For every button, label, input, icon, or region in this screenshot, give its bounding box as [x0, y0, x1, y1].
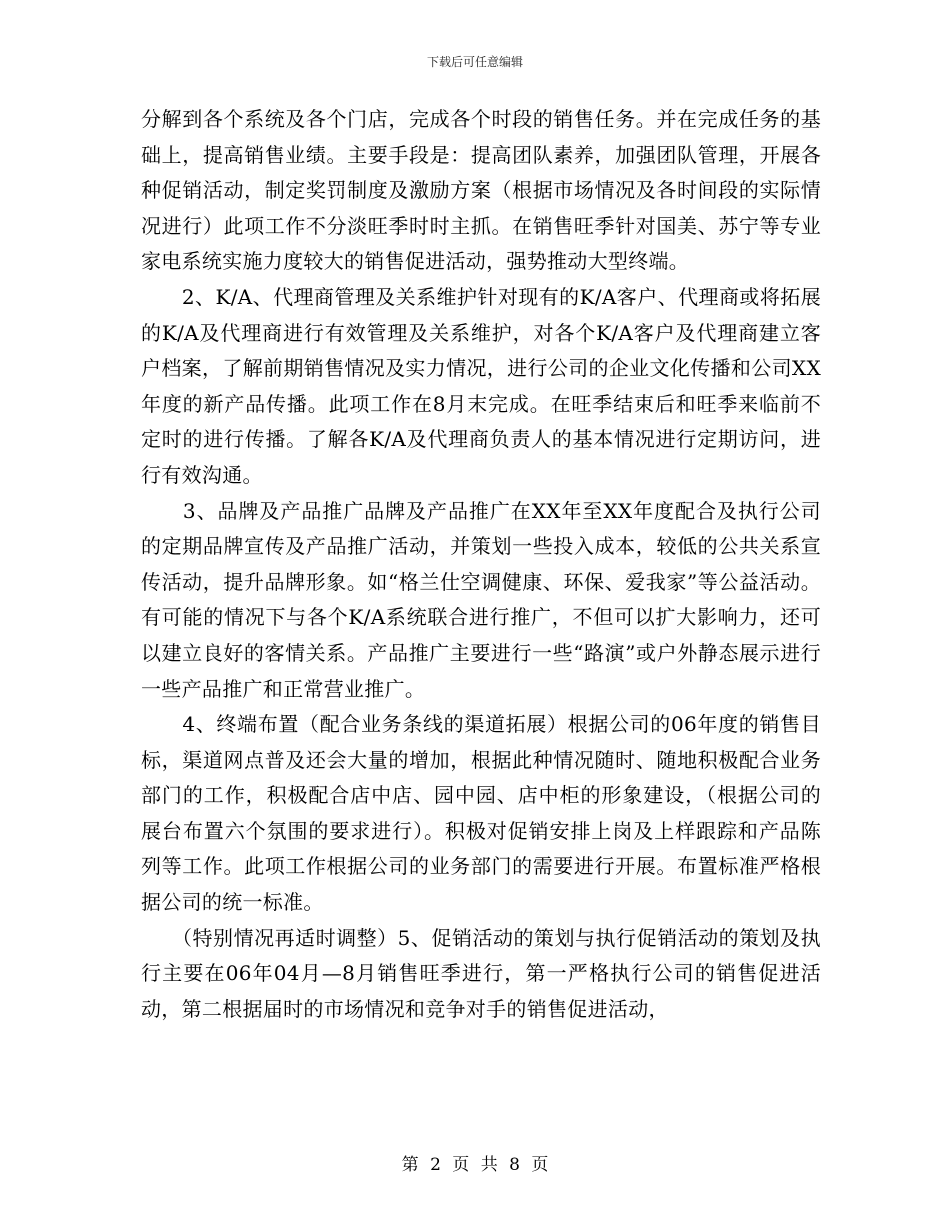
paragraph-3: 3、品牌及产品推广品牌及产品推广在XX年至XX年度配合及执行公司的定期品牌宣传及产品推广活动，并策划一些投入成本，较低的公共关系宣传活动，提升品牌形象。如“格兰仕空调健康、环保、爱我家”等公益活动。有可能的情况下与各个K/A系统联合进行推广，不但可以扩大影响力，还可以建立良好的客情关系。产品推广主要进行一些“路演”或户外静态展示进行一些产品推广和正常营业推广。: [141, 498, 821, 701]
page-header: 下载后可任意编辑: [426, 55, 523, 69]
paragraph-2: 2、K/A、代理商管理及关系维护针对现有的K/A客户、代理商或将拓展的K/A及代理商进行有效管理及关系维护，对各个K/A客户及代理商建立客户档案，了解前期销售情况及实力情况，进行公司的企业文化传播和公司XX年度的新产品传播。此项工作在8月末完成。在旺季结束后和旺季来临前不定时的进行传播。了解各K/A及代理商负责人的基本情况进行定期访问，进行有效沟通。: [141, 284, 821, 487]
page-footer: 第 2 页 共 8 页: [401, 1155, 549, 1175]
document-body: [141, 102, 821, 1027]
paragraph-1: 分解到各个系统及各个门店，完成各个时段的销售任务。并在完成任务的基础上，提高销售业绩。主要手段是：提高团队素养，加强团队管理，开展各种促销活动，制定奖罚制度及激励方案（根据市场情况及各时间段的实际情况进行）此项工作不分淡旺季时时主抓。在销售旺季针对国美、苏宁等专业家电系统实施力度较大的销售促进活动，强势推动大型终端。: [141, 107, 821, 274]
paragraph-4: 4、终端布置（配合业务条线的渠道拓展）根据公司的06年度的销售目标，渠道网点普及还会大量的增加，根据此种情况随时、随地积极配合业务部门的工作，积极配合店中店、园中园、店中柜的形象建设，（根据公司的展台布置六个氛围的要求进行）。积极对促销安排上岗及上样跟踪和产品陈列等工作。此项工作根据公司的业务部门的需要进行开展。布置标准严格根据公司的统一标准。: [141, 712, 821, 915]
paragraph-5: （特别情况再适时调整）5、促销活动的策划与执行促销活动的策划及执行主要在06年04月—8月销售旺季进行，第一严格执行公司的销售促进活动，第二根据届时的市场情况和竞争对手的销售促进活动，: [141, 925, 821, 1021]
